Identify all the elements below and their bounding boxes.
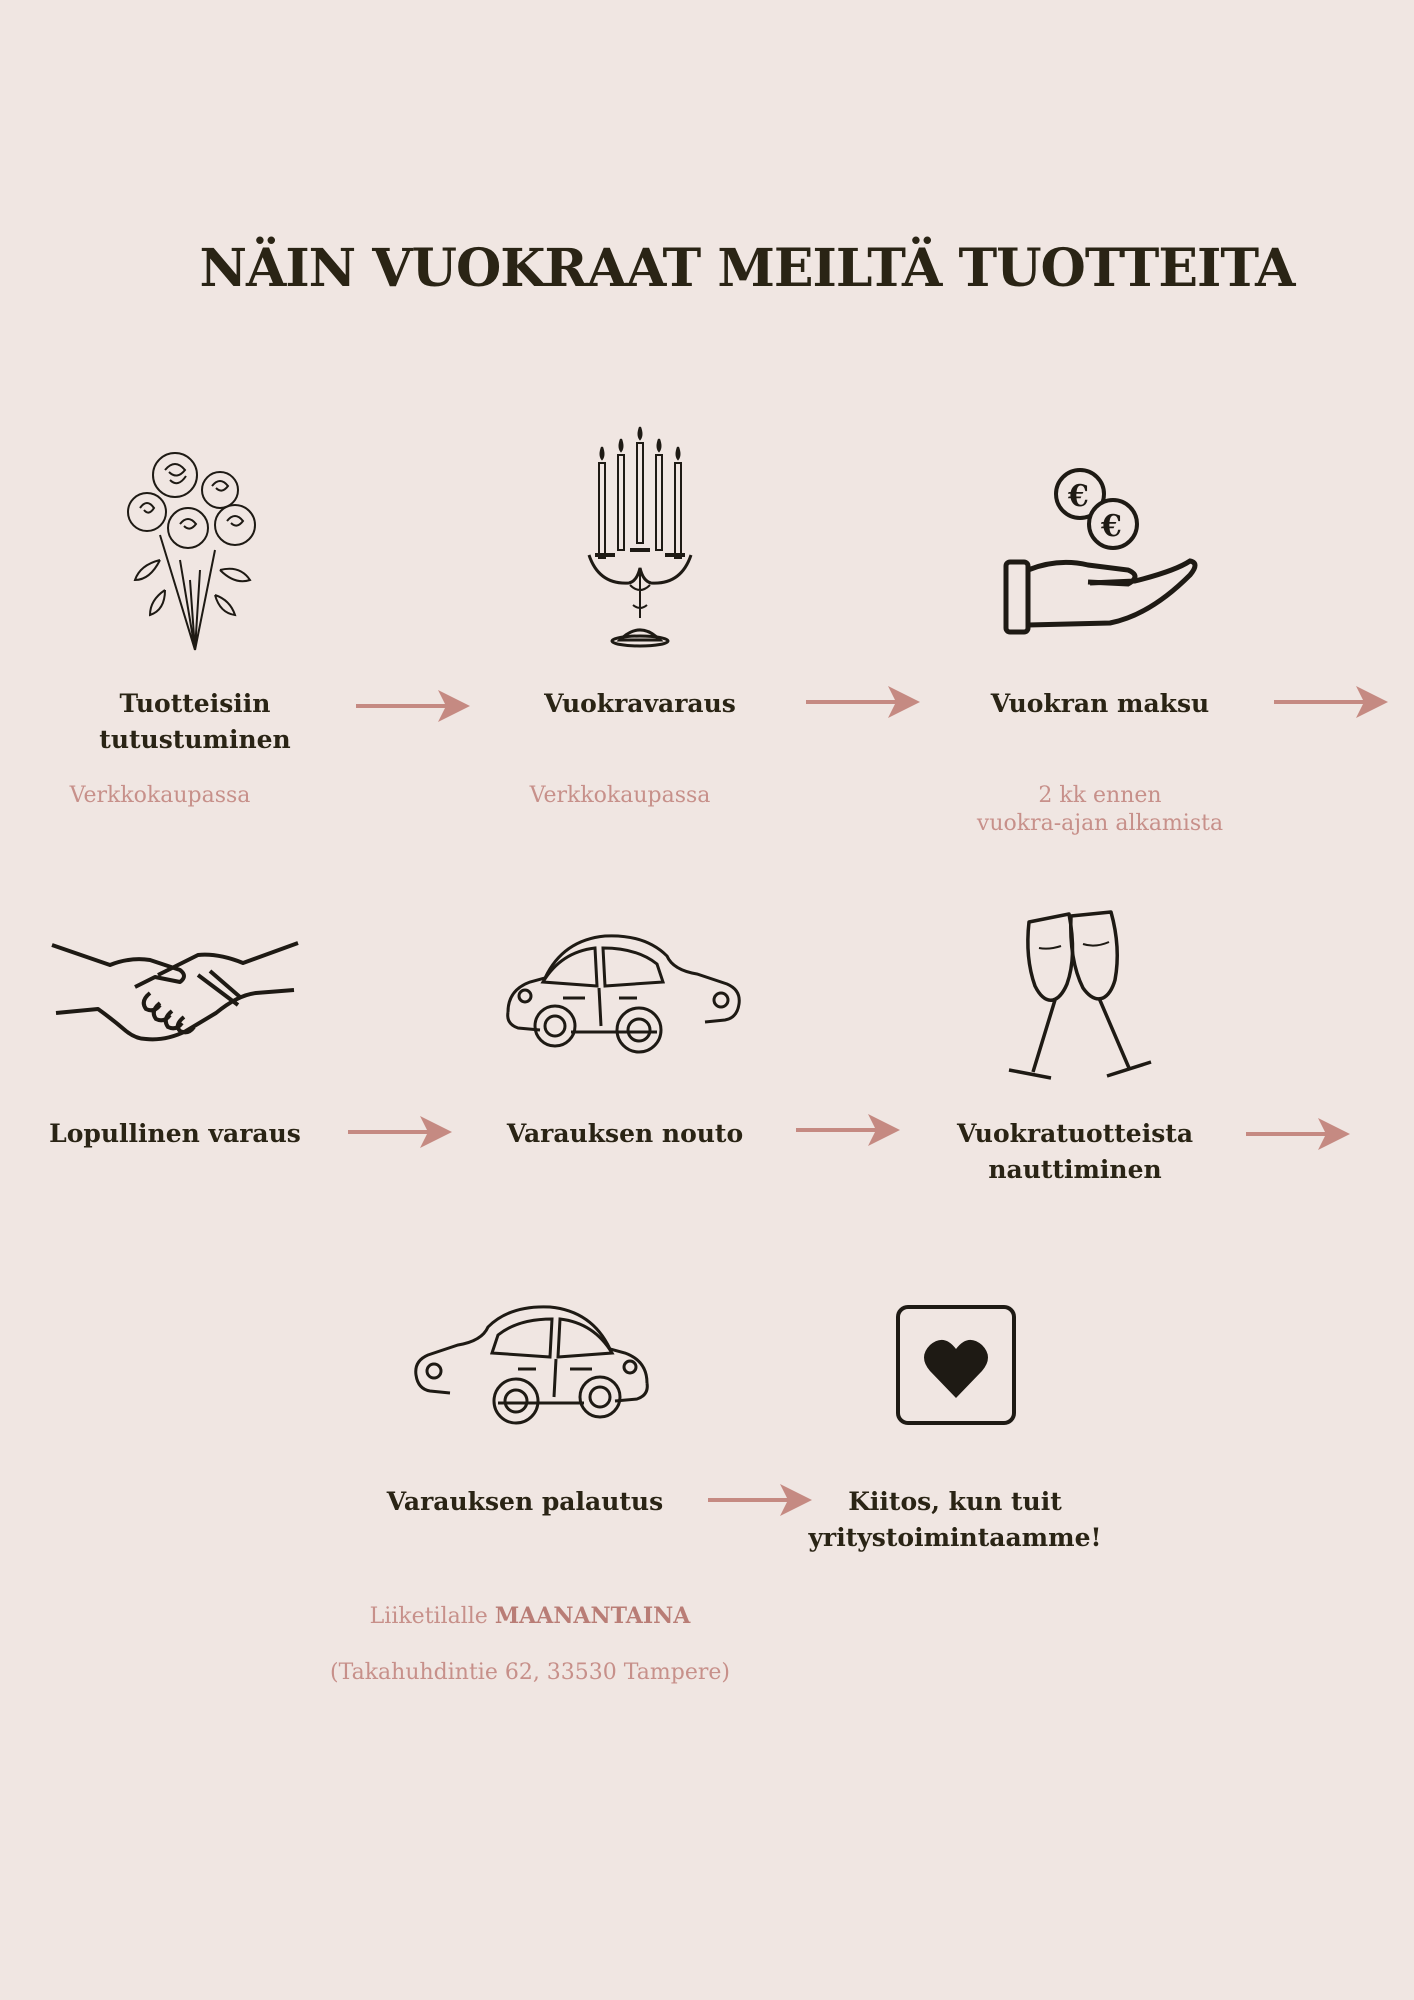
- step-sub-tutustuminen: Verkkokaupassa: [69, 783, 251, 808]
- step-sub-varauksen-palautus: [320, 1574, 740, 1687]
- handshake-icon: [50, 935, 300, 1050]
- arrow-right-icon: [348, 1112, 454, 1152]
- car-reverse-icon: [407, 1305, 652, 1425]
- sub-prefix: Liiketilalle: [369, 1604, 495, 1629]
- roses-bouquet-icon: [120, 440, 270, 655]
- svg-text:€: €: [1101, 509, 1122, 544]
- step-label-vuokran-maksu: Vuokran maksu: [990, 689, 1210, 718]
- svg-text:€: €: [1068, 479, 1089, 514]
- champagne-glasses-icon: [993, 908, 1163, 1083]
- step-label-kiitos: Kiitos, kun tuit yritystoimintaamme!: [808, 1487, 1102, 1552]
- step-label-lopullinen-varaus: Lopullinen varaus: [49, 1119, 301, 1148]
- step-sub-vuokran-maksu: 2 kk ennen vuokra-ajan alkamista: [976, 783, 1224, 836]
- step-label-nauttiminen: Vuokratuotteista nauttiminen: [956, 1119, 1194, 1184]
- sub-address: (Takahuhdintie 62, 33530 Tampere): [330, 1660, 730, 1685]
- candelabra-icon: [575, 425, 705, 650]
- step-label-vuokravaraus: Vuokravaraus: [544, 689, 736, 718]
- sub-bold-day: MAANANTAINA: [494, 1603, 691, 1629]
- step-label-varauksen-palautus: Varauksen palautus: [386, 1487, 664, 1516]
- arrow-right-icon: [356, 686, 472, 726]
- heart-box-icon: [894, 1303, 1018, 1427]
- step-sub-vuokravaraus: Verkkokaupassa: [529, 783, 711, 808]
- page-title: NÄIN VUOKRAAT MEILTÄ TUOTTEITA: [199, 238, 1295, 299]
- car-icon: [503, 934, 748, 1054]
- arrow-right-icon: [1274, 682, 1390, 722]
- arrow-right-icon: [708, 1480, 814, 1520]
- arrow-right-icon: [806, 682, 922, 722]
- step-label-tutustuminen: Tuotteisiin tutustuminen: [99, 689, 291, 754]
- step-label-varauksen-nouto: Varauksen nouto: [506, 1119, 744, 1148]
- arrow-right-icon: [1246, 1114, 1352, 1154]
- arrow-right-icon: [796, 1110, 902, 1150]
- hand-coins-icon: [1000, 462, 1200, 637]
